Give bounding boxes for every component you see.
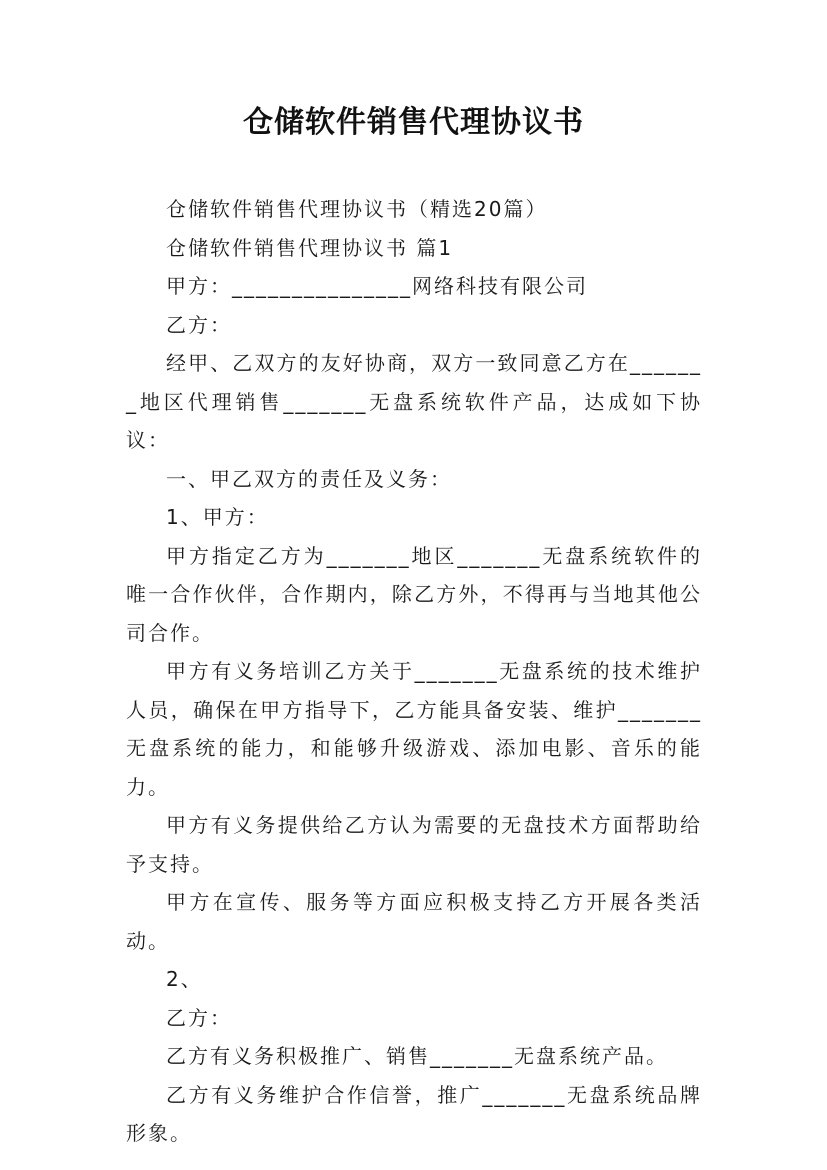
paragraph-party-a-duty-3: 甲方有义务提供给乙方认为需要的无盘技术方面帮助给予支持。 [126, 813, 702, 876]
paragraph-party-a-duty-2: 甲方有义务培训乙方关于_______无盘系统的技术维护人员，确保在甲方指导下，乙方能具备安装、维护_______无盘系统的能力，和能够升级游戏、添加电影、音乐的能力。 [126, 659, 702, 799]
paragraph-party-a-heading: 1、甲方： [166, 505, 269, 529]
paragraph-party-b-duty-1: 乙方有义务积极推广、销售_______无盘系统产品。 [166, 1044, 668, 1068]
paragraph-section-heading: 仓储软件销售代理协议书 篇1 [166, 235, 454, 260]
paragraph-clause-heading: 一、甲乙双方的责任及义务： [166, 466, 452, 491]
paragraph-party-b-heading: 乙方： [166, 1005, 232, 1030]
document-title: 仓储软件销售代理协议书 [243, 105, 584, 140]
paragraph-subtitle: 仓储软件销售代理协议书（精选20篇） [166, 197, 548, 221]
document-body [126, 190, 702, 1153]
paragraph-party-a-duty-1: 甲方指定乙方为_______地区_______无盘系统软件的唯一合作伙伴，合作期内，除乙方外，不得再与当地其他公司合作。 [126, 543, 702, 645]
paragraph-party-b-duty-2: 乙方有义务维护合作信誉，推广_______无盘系统品牌形象。 [126, 1082, 702, 1145]
paragraph-party-a: 甲方：_______________网络科技有限公司 [166, 274, 588, 298]
paragraph-party-a-duty-4: 甲方在宣传、服务等方面应积极支持乙方开展各类活动。 [126, 890, 702, 953]
paragraph-item-2: 2、 [166, 967, 203, 991]
paragraph-agreement-intro: 经甲、乙双方的友好协商，双方一致同意乙方在_______地区代理销售_______无盘系统软件产品，达成如下协议： [126, 351, 702, 452]
paragraph-party-b: 乙方： [166, 312, 232, 337]
